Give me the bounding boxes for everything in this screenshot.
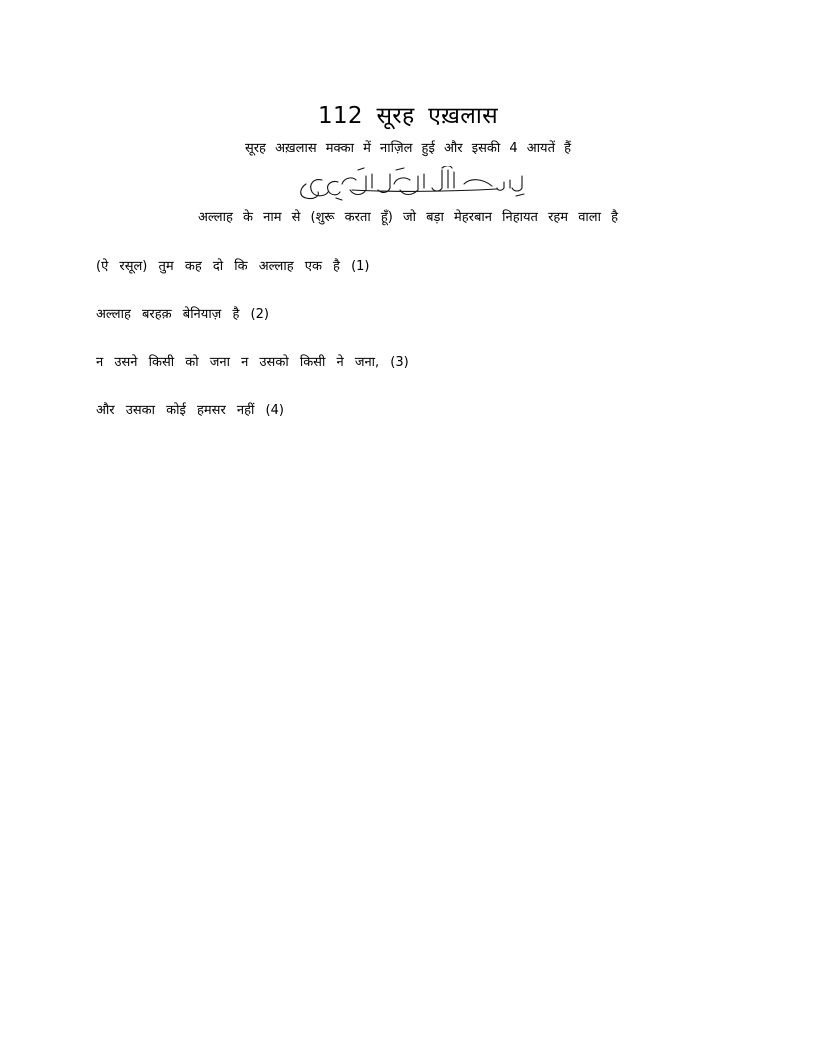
surah-title: 112 सूरह एख़लास [318, 103, 498, 129]
verse-2: अल्लाह बरहक़ बेनियाज़ है (2) [96, 307, 269, 322]
verse-3: न उसने किसी को जना न उसको किसी ने जना, (3) [96, 355, 409, 370]
verse-1: (ऐ रसूल) तुम कह दो कि अल्लाह एक है (1) [96, 259, 370, 274]
verse-4: और उसका कोई हमसर नहीं (4) [96, 403, 284, 418]
surah-subtitle: सूरह अख़लास मक्का में नाज़िल हुई और इसकी 4 आयतें हैं [244, 141, 572, 156]
bismillah-calligraphy [292, 166, 528, 204]
invocation-line: अल्लाह के नाम से (शुरू करता हूँ) जो बड़ा मेहरबान निहायत रहम वाला है [197, 210, 619, 225]
